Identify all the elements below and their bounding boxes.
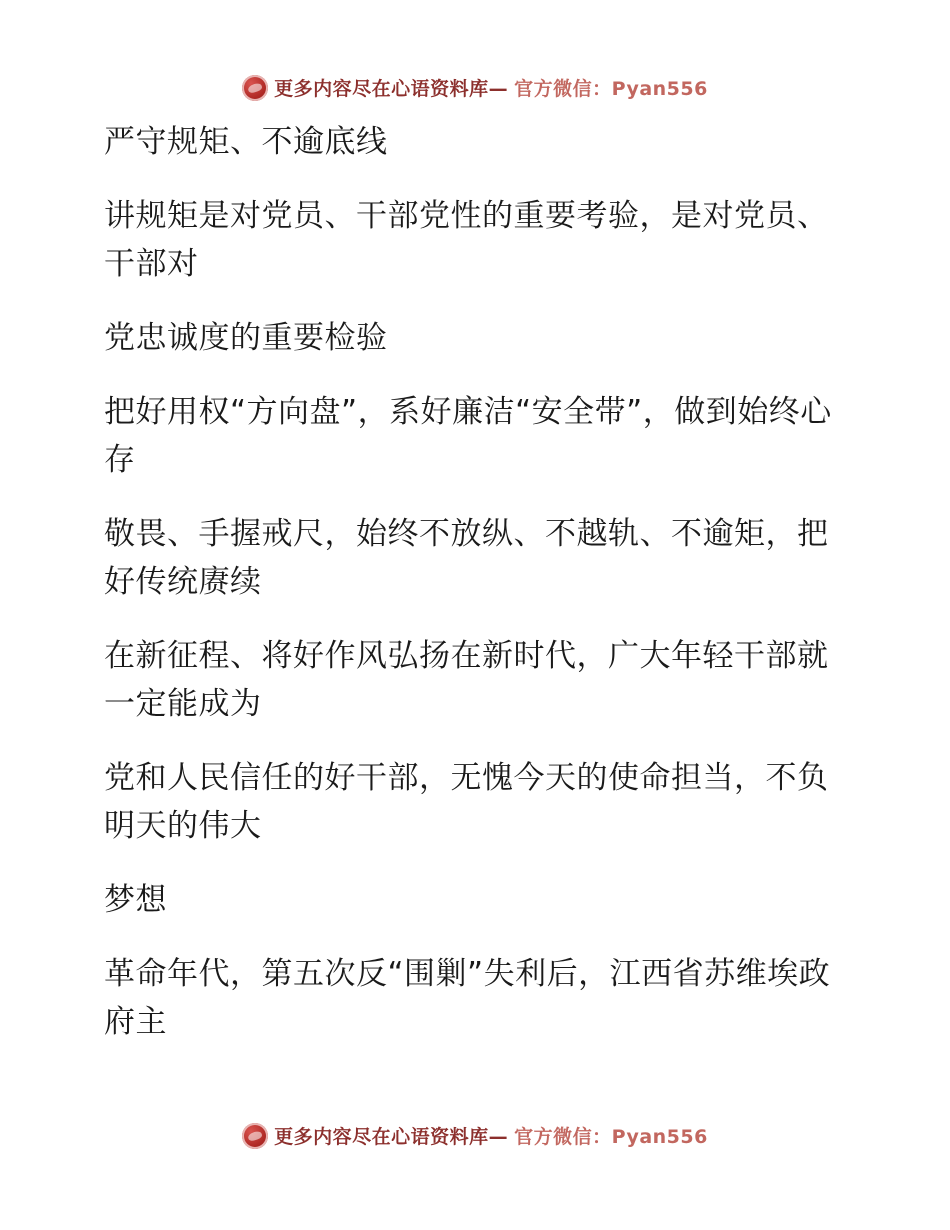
- watermark-text: 更多内容尽在心语资料库—: [274, 1126, 509, 1148]
- paragraph-5: 敬畏、手握戒尺，始终不放纵、不越轨、不逾矩，把好传统赓续: [104, 516, 829, 600]
- watermark-text: 更多内容尽在心语资料库—: [274, 78, 509, 100]
- watermark-bottom: [0, 1122, 950, 1149]
- watermark-subtext: 官方微信：Pyan556: [514, 78, 708, 100]
- paragraph-4: 把好用权“方向盘”，系好廉洁“安全带”，做到始终心存: [104, 394, 832, 478]
- circle-logo-icon: [242, 75, 268, 101]
- paragraph-6: 在新征程、将好作风弘扬在新时代，广大年轻干部就一定能成为: [104, 638, 829, 722]
- paragraph-3: 党忠诚度的重要检验: [104, 320, 388, 356]
- paragraph-9: 革命年代，第五次反“围剿”失利后，江西省苏维埃政府主: [104, 956, 831, 1040]
- watermark-subtext: 官方微信：Pyan556: [514, 1126, 708, 1148]
- paragraph-7: 党和人民信任的好干部，无愧今天的使命担当，不负明天的伟大: [104, 760, 829, 844]
- document-body: [0, 118, 950, 1072]
- paragraph-1: 严守规矩、不逾底线: [104, 124, 388, 160]
- circle-logo-icon: [242, 1123, 268, 1149]
- paragraph-8: 梦想: [104, 882, 167, 918]
- watermark-top: [0, 74, 950, 101]
- paragraph-2: 讲规矩是对党员、干部党性的重要考验，是对党员、干部对: [104, 198, 829, 282]
